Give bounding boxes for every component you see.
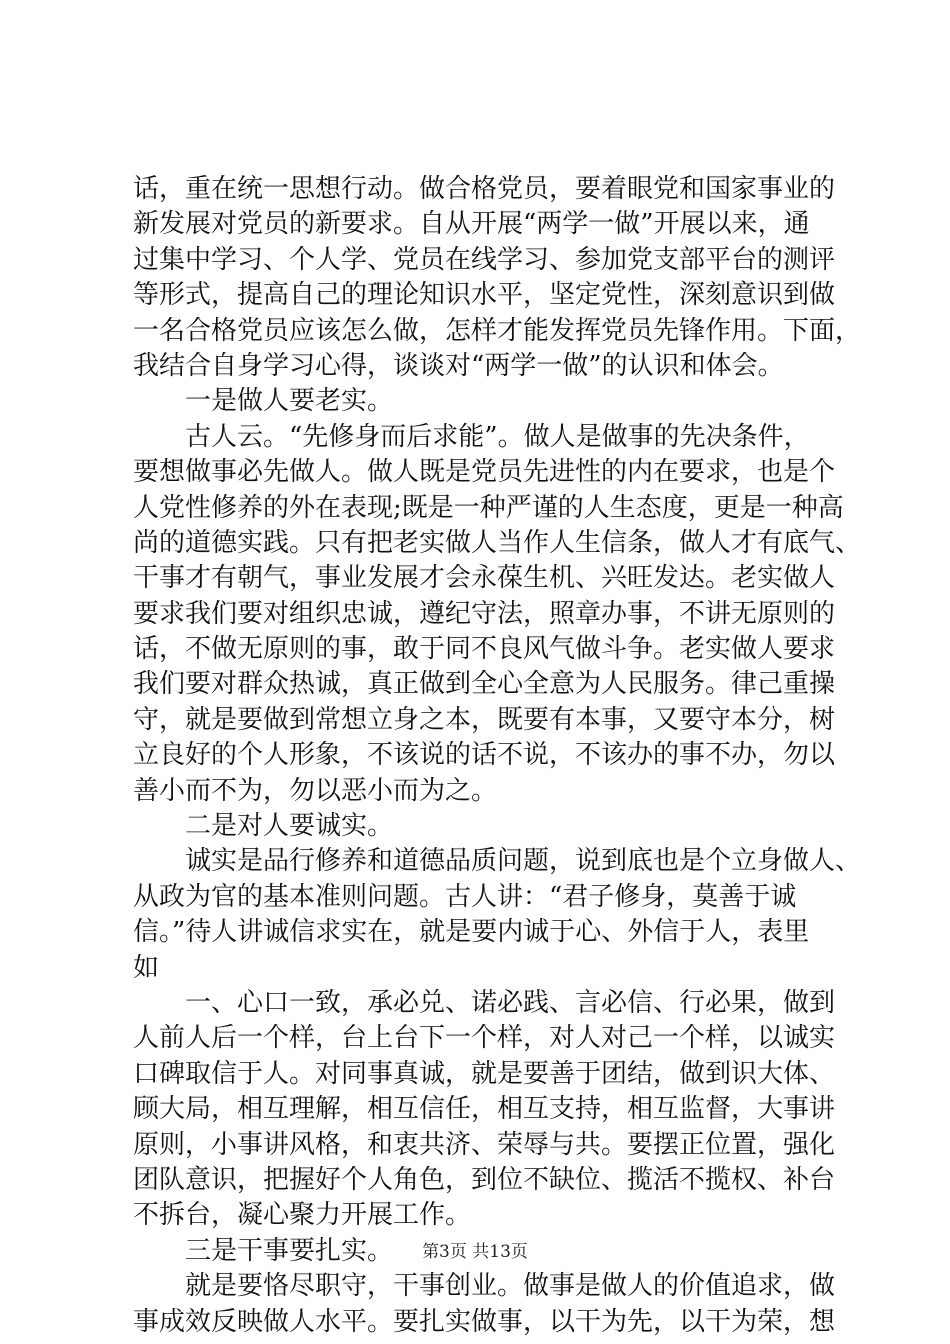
text-line: 诚实是品行修养和道德品质问题，说到底也是个立身做人、 xyxy=(133,846,862,877)
text-line: 就是要恪尽职守，干事创业。做事是做人的价值追求，做 xyxy=(133,1271,836,1302)
text-line: 团队意识，把握好个人角色，到位不缺位、揽活不揽权、补台 xyxy=(133,1164,836,1195)
text-line: 不拆台，凝心聚力开展工作。 xyxy=(133,1200,472,1231)
text-line: 一名合格党员应该怎么做，怎样才能发挥党员先锋作用。下面， xyxy=(133,315,862,346)
text-line: 从政为官的基本准则问题。古人讲：“君子修身，莫善于诚 xyxy=(133,881,797,912)
text-line: 要求我们要对组织忠诚，遵纪守法，照章办事，不讲无原则的 xyxy=(133,598,836,629)
text-line: 原则，小事讲风格，和衷共济、荣辱与共。要摆正位置，强化 xyxy=(133,1129,836,1160)
text-line: 要想做事必先做人。做人既是党员先进性的内在要求，也是个 xyxy=(133,457,836,488)
text-line: 古人云。“先修身而后求能”。做人是做事的先决条件， xyxy=(133,421,810,452)
text-line: 口碑取信于人。对同事真诚，就是要善于团结，做到识大体、 xyxy=(133,1058,836,1089)
text-line: 立良好的个人形象，不该说的话不说，不该办的事不办，勿以 xyxy=(133,740,836,771)
text-line: 善小而不为，勿以恶小而为之。 xyxy=(133,775,498,806)
text-line: 话，重在统一思想行动。做合格党员，要着眼党和国家事业的 xyxy=(133,174,836,204)
text-line: 我结合自身学习心得，谈谈对“两学一做”的认识和体会。 xyxy=(133,350,784,381)
text-line: 新发展对党员的新要求。自从开展“两学一做”开展以来，通 xyxy=(133,209,810,240)
body-text xyxy=(133,172,862,1340)
text-line: 顾大局，相互理解，相互信任，相互支持，相互监督，大事讲 xyxy=(133,1094,836,1125)
text-line: 守，就是要做到常想立身之本，既要有本事，又要守本分，树 xyxy=(133,704,836,735)
section-heading: 三是干事要扎实。 xyxy=(133,1235,394,1266)
text-line: 干事才有朝气，事业发展才会永葆生机、兴旺发达。老实做人 xyxy=(133,563,836,594)
text-line: 话，不做无原则的事，敢于同不良风气做斗争。老实做人要求 xyxy=(133,634,836,665)
text-line: 等形式，提高自己的理论知识水平，坚定党性，深刻意识到做 xyxy=(133,280,836,311)
text-line: 人党性修养的外在表现;既是一种严谨的人生态度，更是一种高 xyxy=(133,492,844,523)
text-line: 过集中学习、个人学、党员在线学习、参加党支部平台的测评 xyxy=(133,244,836,275)
text-line: 人前人后一个样，台上台下一个样，对人对己一个样，以诚实 xyxy=(133,1023,836,1054)
text-line: 信。”待人讲诚信求实在，就是要内诚于心、外信于人，表里 xyxy=(133,917,810,948)
text-line: 一、心口一致，承必兑、诺必践、言必信、行必果，做到 xyxy=(133,987,836,1018)
section-heading: 一是做人要老实。 xyxy=(133,386,394,417)
text-line: 我们要对群众热诚，真正做到全心全意为人民服务。律己重操 xyxy=(133,669,836,700)
page-footer xyxy=(0,1240,950,1264)
text-line: 事成效反映做人水平。要扎实做事，以干为先，以干为荣，想 xyxy=(133,1306,836,1337)
page-number: 第3页 共13页 xyxy=(422,1242,528,1262)
section-heading: 二是对人要诚实。 xyxy=(133,811,394,842)
text-line: 如 xyxy=(133,952,160,983)
text-line: 尚的道德实践。只有把老实做人当作人生信条，做人才有底气、 xyxy=(133,527,862,558)
